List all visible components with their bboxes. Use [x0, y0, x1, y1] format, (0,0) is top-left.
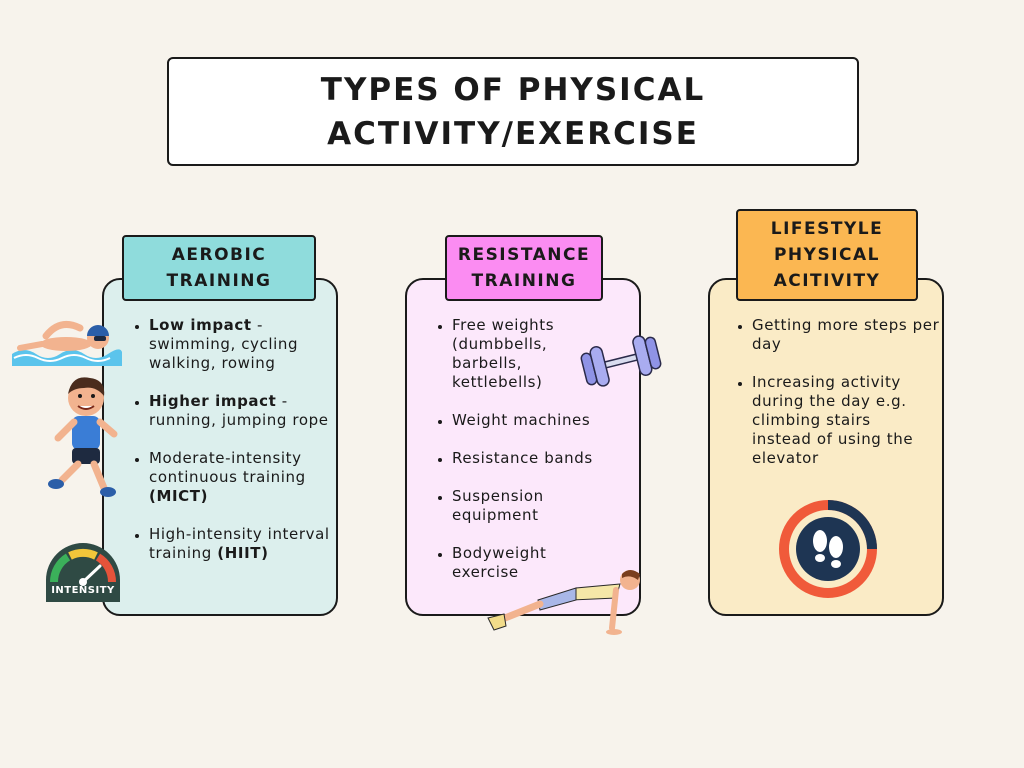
gauge-label: INTENSITY: [51, 585, 115, 596]
aerobic-list: [131, 316, 349, 582]
resistance-header: [445, 235, 603, 301]
aerobic-header-label: AEROBIC TRAINING: [166, 245, 272, 291]
item-text: Moderate-intensity continuous training: [149, 449, 306, 486]
list-item: [452, 411, 632, 430]
list-item: [752, 316, 952, 354]
item-bold: Low impact: [149, 316, 252, 334]
lifestyle-header-label: LIFESTYLE PHYSICAL ACITIVITY: [770, 219, 884, 291]
dumbbell-icon: [575, 333, 667, 389]
list-item: [452, 487, 572, 525]
list-item: [149, 525, 349, 563]
item-text: Bodyweight exercise: [452, 544, 547, 581]
resistance-header-label: RESISTANCE TRAINING: [457, 245, 591, 291]
lifestyle-list: [734, 316, 952, 487]
item-text: Free weights (dumbbells, barbells, kettlebells): [452, 316, 555, 391]
item-bold: Higher impact: [149, 392, 277, 410]
item-text: Weight machines: [452, 411, 591, 429]
page-title: TYPES OF PHYSICAL ACTIVITY/EXERCISE: [320, 71, 706, 152]
item-text: - swimming, cycling walking, rowing: [149, 316, 299, 372]
aerobic-header: [122, 235, 316, 301]
plank-person-icon: [484, 566, 646, 640]
list-item: [149, 316, 349, 373]
item-bold: (MICT): [149, 487, 209, 505]
list-item: [452, 316, 564, 392]
swimmer-icon: [10, 314, 122, 366]
intensity-gauge-icon: [42, 536, 124, 602]
runner-icon: [44, 372, 120, 500]
item-text: Resistance bands: [452, 449, 593, 467]
item-text: Increasing activity during the day e.g. climbing stairs instead of using the elevator: [752, 373, 914, 467]
item-text: High-intensity interval training: [149, 525, 330, 562]
list-item: [752, 373, 932, 468]
item-text: Suspension equipment: [452, 487, 544, 524]
item-text: Getting more steps per day: [752, 316, 940, 353]
list-item: [149, 392, 349, 430]
lifestyle-header: [736, 209, 918, 301]
item-text: - running, jumping rope: [149, 392, 329, 429]
list-item: [149, 449, 349, 506]
list-item: [452, 449, 632, 468]
footsteps-icon: [774, 495, 882, 603]
item-bold: (HIIT): [217, 544, 269, 562]
title-box: [167, 57, 859, 166]
